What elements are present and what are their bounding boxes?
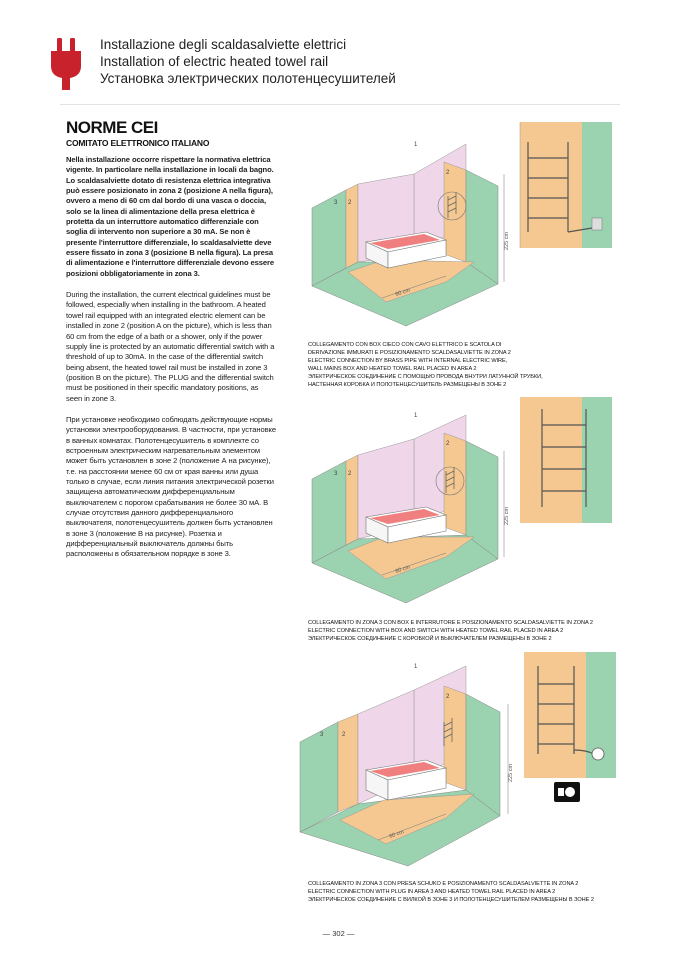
svg-text:1: 1 bbox=[414, 413, 418, 419]
caption-1-line-3: ELECTRIC CONNECTION BY BRASS PIPE WITH INTERNAL ELECTRIC WIRE, bbox=[308, 358, 508, 364]
text-column bbox=[66, 118, 276, 571]
header-title-en: Installation of electric heated towel rail bbox=[100, 54, 329, 69]
paragraph-english: During the installation, the current electrical guidelines must be followed, especially when installing in the bathroom. A heated towel rail equipped with an integrated electric element can be installed in zone 2 (position A on the picture), which is less than 60 cm from the edge of a bath or a shower, only if the power supply line is protected by an automatic differential switch with a threshold of up to 30mA. In the case of the differential switch being absent, the heated towel rail must be installed in zone 3 (position B on the picture). The PLUG and the differential switch must be positioned in their specific mandatory positions, as seen in zone 3. bbox=[66, 290, 275, 403]
caption-1-line-4: WALL MAINS BOX AND HEATED TOWEL RAIL PLACED IN AREA 2 bbox=[308, 366, 477, 372]
svg-text:3: 3 bbox=[334, 200, 338, 206]
schuko-plug-icon bbox=[554, 782, 580, 802]
paragraph-russian: При установке необходимо соблюдать действующие нормы установки электрооборудования. В частности, при установке в ванных комнатах. Полотенцесушитель в комплекте со встроенным электрическим нагревательным элементом может быть установлен в зоне 2 (положение А на рисунке), т.е. на расстоянии менее 60 см от края ванны или душа только в случае, если линия питания электрической розетки защищена автоматическим дифференциальным выключателем с порогом срабатывания не более 30 мА. В случае отсутствия данного дифференциального выключателя, полотенцесушитель должен быть установлен в зоне 3 (положение В на рисунке). Розетка и дифференциальный выключатель должны быть расположены в обязательном порядке в зоне 3. bbox=[66, 414, 276, 559]
plug-icon bbox=[48, 38, 84, 90]
caption-1-line-1: COLLEGAMENTO CON BOX CIECO CON CAVO ELETTRICO E SCATOLA DI bbox=[308, 342, 502, 348]
header-title-ru: Установка электрических полотенцесушителей bbox=[100, 71, 396, 86]
paragraph-italian: Nella installazione occorre rispettare la normativa elettrica vigente. In particolare nella installazione in locali da bagno. Lo scaldasalviette dotato di resistenza elettrica integrativa può essere posizionato in zona 2 (posizione A nella figura), ovvero a meno di 60 cm dal bordo di una vasca o doccia, solo se la linea di alimentazione della presa elettrica è protetta da un interruttore automatico differenziale con soglia di intervento non superiore a 30 mA. Se non è presente l'interruttore differenziale, lo scaldasalviette deve essere fissato in zona 3 (posizione B nella figura). La presa di alimentazione e l'interruttore differenziale devono essere posizioni obbligatoriamente in zona 3. bbox=[66, 155, 274, 278]
caption-1-line-5: ЭЛЕКТРИЧЕСКОЕ СОЕДИНЕНИЕ С ПОМОЩЬЮ ПРОВОДА ВНУТРИ ЛАТУННОЙ ТРУБКИ, bbox=[308, 374, 543, 380]
svg-text:2: 2 bbox=[446, 170, 450, 176]
section-title: NORME CEI bbox=[66, 118, 158, 137]
bathroom-diagram-1 bbox=[296, 112, 626, 340]
caption-2-line-2: ELECTRIC CONNECTION WITH BOX AND SWITCH WITH HEATED TOWEL RAIL PLACED IN AREA 2 bbox=[308, 628, 564, 634]
svg-text:2: 2 bbox=[348, 200, 352, 206]
svg-text:3: 3 bbox=[334, 471, 338, 477]
caption-3 bbox=[308, 880, 594, 904]
caption-2 bbox=[308, 619, 593, 643]
svg-text:3: 3 bbox=[320, 732, 324, 738]
caption-3-line-1: COLLEGAMENTO IN ZONA 3 CON PRESA SCHUKO E POSIZIONAMENTO SCALDASALVIETTE IN ZONA 2 bbox=[308, 881, 579, 887]
header-title-it: Installazione degli scaldasalviette elettrici bbox=[100, 37, 347, 52]
svg-text:2: 2 bbox=[342, 732, 346, 738]
header-divider bbox=[60, 104, 620, 105]
page-header bbox=[48, 36, 628, 96]
bathroom-diagram-3 bbox=[296, 650, 626, 878]
dim-width-label-3: 60 cm bbox=[388, 829, 405, 840]
bathroom-diagram-2 bbox=[296, 395, 626, 615]
svg-text:1: 1 bbox=[414, 664, 418, 670]
svg-text:2: 2 bbox=[446, 441, 450, 447]
caption-3-line-2: ELECTRIC CONNECTION WITH PLUG IN AREA 3 AND HEATED TOWEL RAIL PLACED IN AREA 2 bbox=[308, 889, 556, 895]
caption-2-line-1: COLLEGAMENTO IN ZONA 3 CON BOX E INTERRUTORE E POSIZIONAMENTO SCALDASALVIETTE IN ZONA 2 bbox=[308, 620, 593, 626]
caption-3-line-3: ЭЛЕКТРИЧЕСКОЕ СОЕДИНЕНИЕ С ВИЛКОЙ В ЗОНЕ 3 И ПОЛОТЕНЦЕСУШИТЕЛЕМ РАЗМЕЩЕНЫ В ЗОНЕ 2 bbox=[308, 897, 594, 903]
svg-text:2: 2 bbox=[348, 471, 352, 477]
header-titles bbox=[100, 36, 396, 87]
dim-height-label-3: 225 cm bbox=[508, 763, 514, 782]
caption-1-line-6: НАСТЕННАЯ КОРОБКА И ПОЛОТЕНЦЕСУШИТЕЛЬ РАЗМЕЩЕНЫ В ЗОНЕ 2 bbox=[308, 382, 507, 388]
dim-height-label-1: 225 cm bbox=[504, 231, 510, 250]
dim-width-label-2: 60 cm bbox=[394, 564, 411, 575]
caption-2-line-3: ЭЛЕКТРИЧЕСКОЕ СОЕДИНЕНИЕ С КОРОБКОЙ И ВЫКЛЮЧАТЕЛЕМ РАЗМЕЩЕНЫ В ЗОНЕ 2 bbox=[308, 636, 552, 642]
dim-height-label-2: 225 cm bbox=[504, 506, 510, 525]
page-number: — 302 — bbox=[322, 929, 355, 938]
section-subtitle: COMITATO ELETTRONICO ITALIANO bbox=[66, 138, 210, 148]
svg-text:1: 1 bbox=[414, 142, 418, 148]
dim-width-label-1: 60 cm bbox=[394, 287, 411, 298]
caption-1 bbox=[308, 341, 543, 389]
caption-1-line-2: DERIVAZIONE IMMURATI E POSIZIONAMENTO SCALDASALVIETTE IN ZONA 2 bbox=[308, 350, 511, 356]
svg-text:2: 2 bbox=[446, 694, 450, 700]
